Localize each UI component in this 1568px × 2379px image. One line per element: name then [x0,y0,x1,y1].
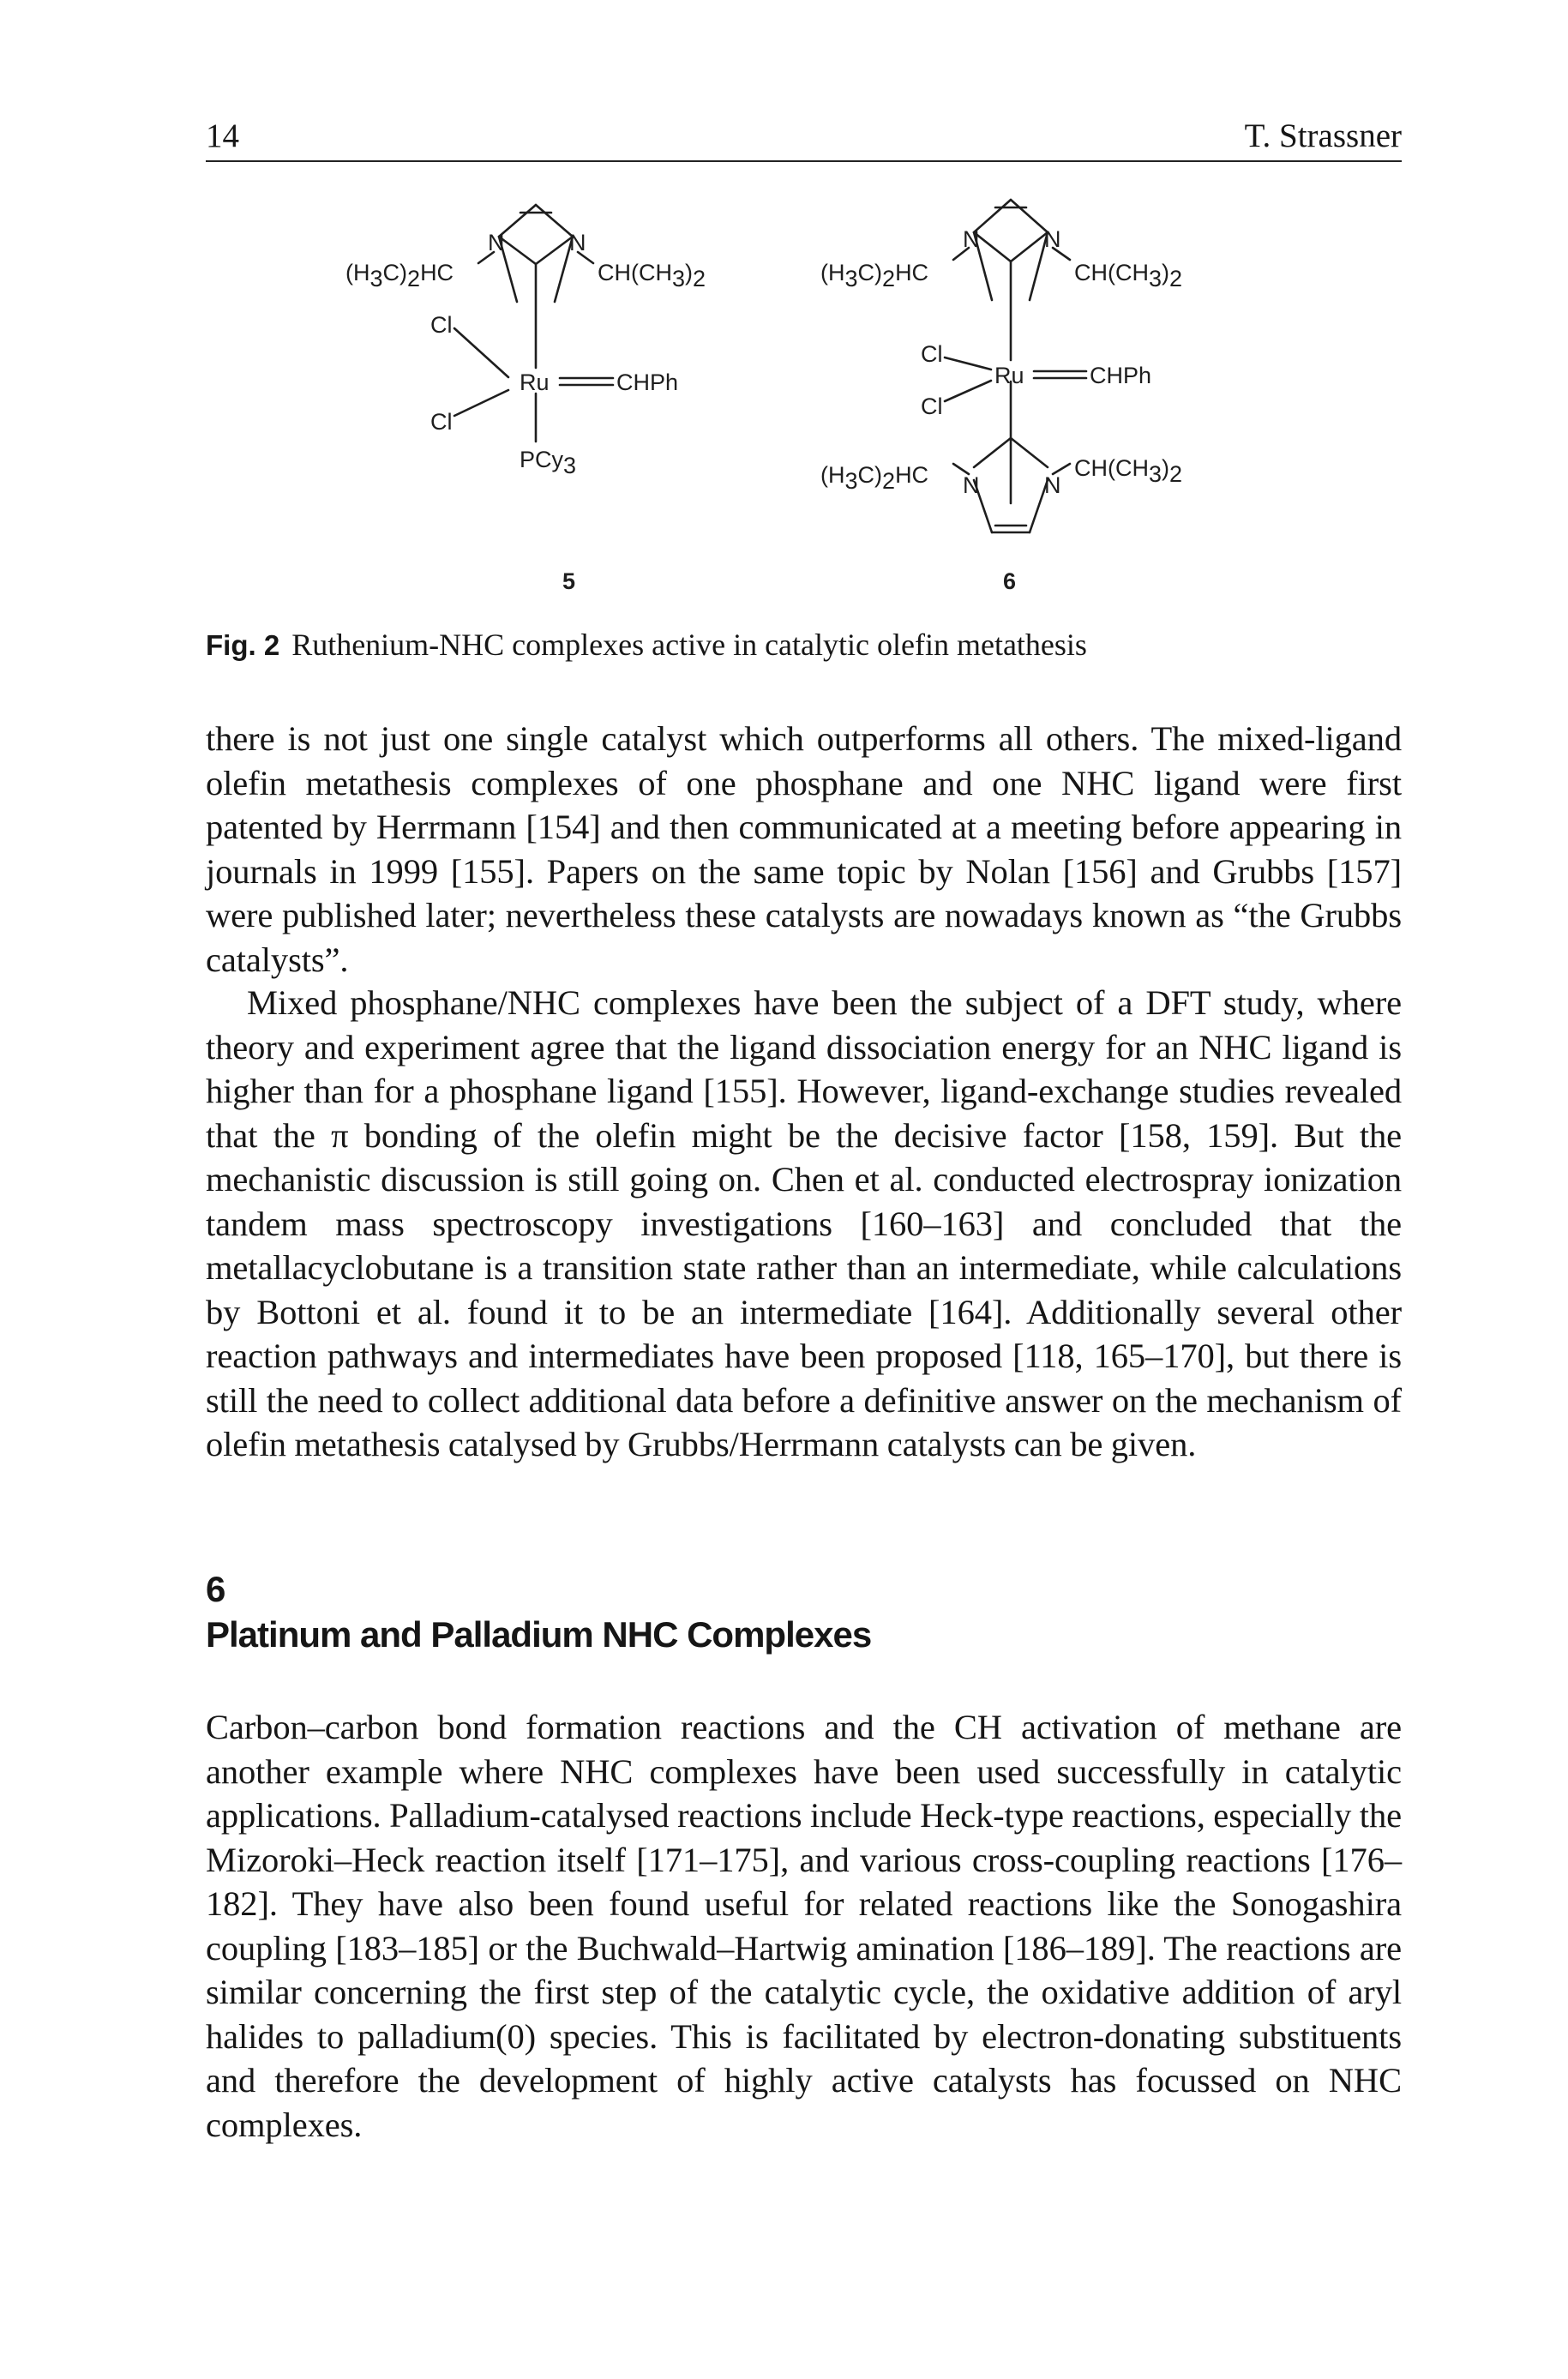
page-number: 14 [206,117,239,154]
chloride-top: Cl [430,312,453,338]
tricyclohexylphosphine: PCy3 [520,447,577,478]
bond [974,438,1011,467]
nitrogen-top-left: N [963,226,980,252]
running-head [206,117,1402,161]
benzylidene: CHPh [1090,363,1152,388]
compound-5-structure [345,205,706,594]
benzylidene: CHPh [616,369,679,395]
nitrogen-bottom-left: N [963,472,980,498]
chloride-bottom: Cl [921,393,943,419]
bond [1011,438,1048,467]
figure-2 [206,184,1402,622]
bond [945,357,991,369]
isopropyl-right: CH(CH3)2 [598,260,706,291]
chloride-top: Cl [921,341,943,367]
ruthenium: Ru [994,363,1024,388]
nitrogen-right: N [569,230,586,255]
compound-6-structure [820,200,1182,594]
caption-text: Ruthenium-NHC complexes active in catalytic olefin metathesis [291,628,1087,662]
chloride-bottom: Cl [430,409,453,435]
bond [454,328,508,377]
bond [1011,200,1048,232]
nitrogen-left: N [488,230,505,255]
paragraph-1: there is not just one single catalyst which outperforms all others. The mixed-ligand olefin metathesis complexes of one phosphane and one NHC ligand were first patented by Herrmann [154] and then communicated at a meeting before appearing in journals in 1999 [155]. Papers on the same topic by Nolan [156] and Grubbs [157] were published later; nevertheless these catalysts are nowadays known as “the Grubbs catalysts”. [206,719,1402,979]
nitrogen-bottom-right: N [1044,472,1061,498]
figure-caption [206,624,1402,666]
section-number: 6 [206,1569,225,1609]
figure-label: Fig. 2 [206,629,280,661]
compound-6-label: 6 [1003,568,1017,594]
compound-5-label: 5 [562,568,576,594]
bond [536,205,573,237]
ruthenium-nhc-structures [206,184,1402,622]
running-head-author: T. Strassner [1244,117,1402,154]
bond [945,381,991,401]
isopropyl-top-left: (H3C)2HC [820,260,929,291]
section-title: Platinum and Palladium NHC Complexes [206,1614,872,1655]
isopropyl-bottom-right: CH(CH3)2 [1074,455,1183,487]
isopropyl-left: (H3C)2HC [345,260,454,291]
isopropyl-top-right: CH(CH3)2 [1074,260,1183,291]
nitrogen-top-right: N [1044,226,1061,252]
paragraph-3: Carbon–carbon bond formation reactions and the CH activation of methane are another example where NHC complexes have been used successfully in catalytic applications. Palladium-catalysed reactions include Heck-type reactions, especially the Mizoroki–Heck reaction itself [171–175], and various cross-coupling reactions [176–182]. They have also been found useful for related reactions like the Sonogashira coupling [183–185] or the Buchwald–Hartwig amination [186–189]. The reactions are similar concerning the first step of the catalytic cycle, the oxidative addition of aryl halides to palladium(0) species. This is facilitated by electron-donating substituents and therefore the development of highly active catalysts has focussed on NHC complexes. [206,1708,1402,2144]
isopropyl-bottom-left: (H3C)2HC [820,462,929,494]
bond [454,390,508,416]
ruthenium: Ru [520,369,550,395]
header-rule [206,160,1402,162]
paragraph-2: Mixed phosphane/NHC complexes have been the subject of a DFT study, where theory and experiment agree that the ligand dissociation energy for an NHC ligand is higher than for a phosphane ligand [155]. However, ligand-exchange studies revealed that the π bonding of the olefin might be the decisive factor [158, 159]. But the mechanistic discussion is still going on. Chen et al. conducted electrospray ionization tandem mass spectroscopy investigations [160–163] and concluded that the metallacyclobutane is a transition state rather than an intermediate, while calculations by Bottoni et al. found it to be an intermediate [164]. Additionally several other reaction pathways and intermediates have been proposed [118, 165–170], but there is still the need to collect additional data before a definitive answer on the mechanism of olefin metathesis catalysed by Grubbs/Herrmann catalysts can be given. [206,983,1402,1463]
